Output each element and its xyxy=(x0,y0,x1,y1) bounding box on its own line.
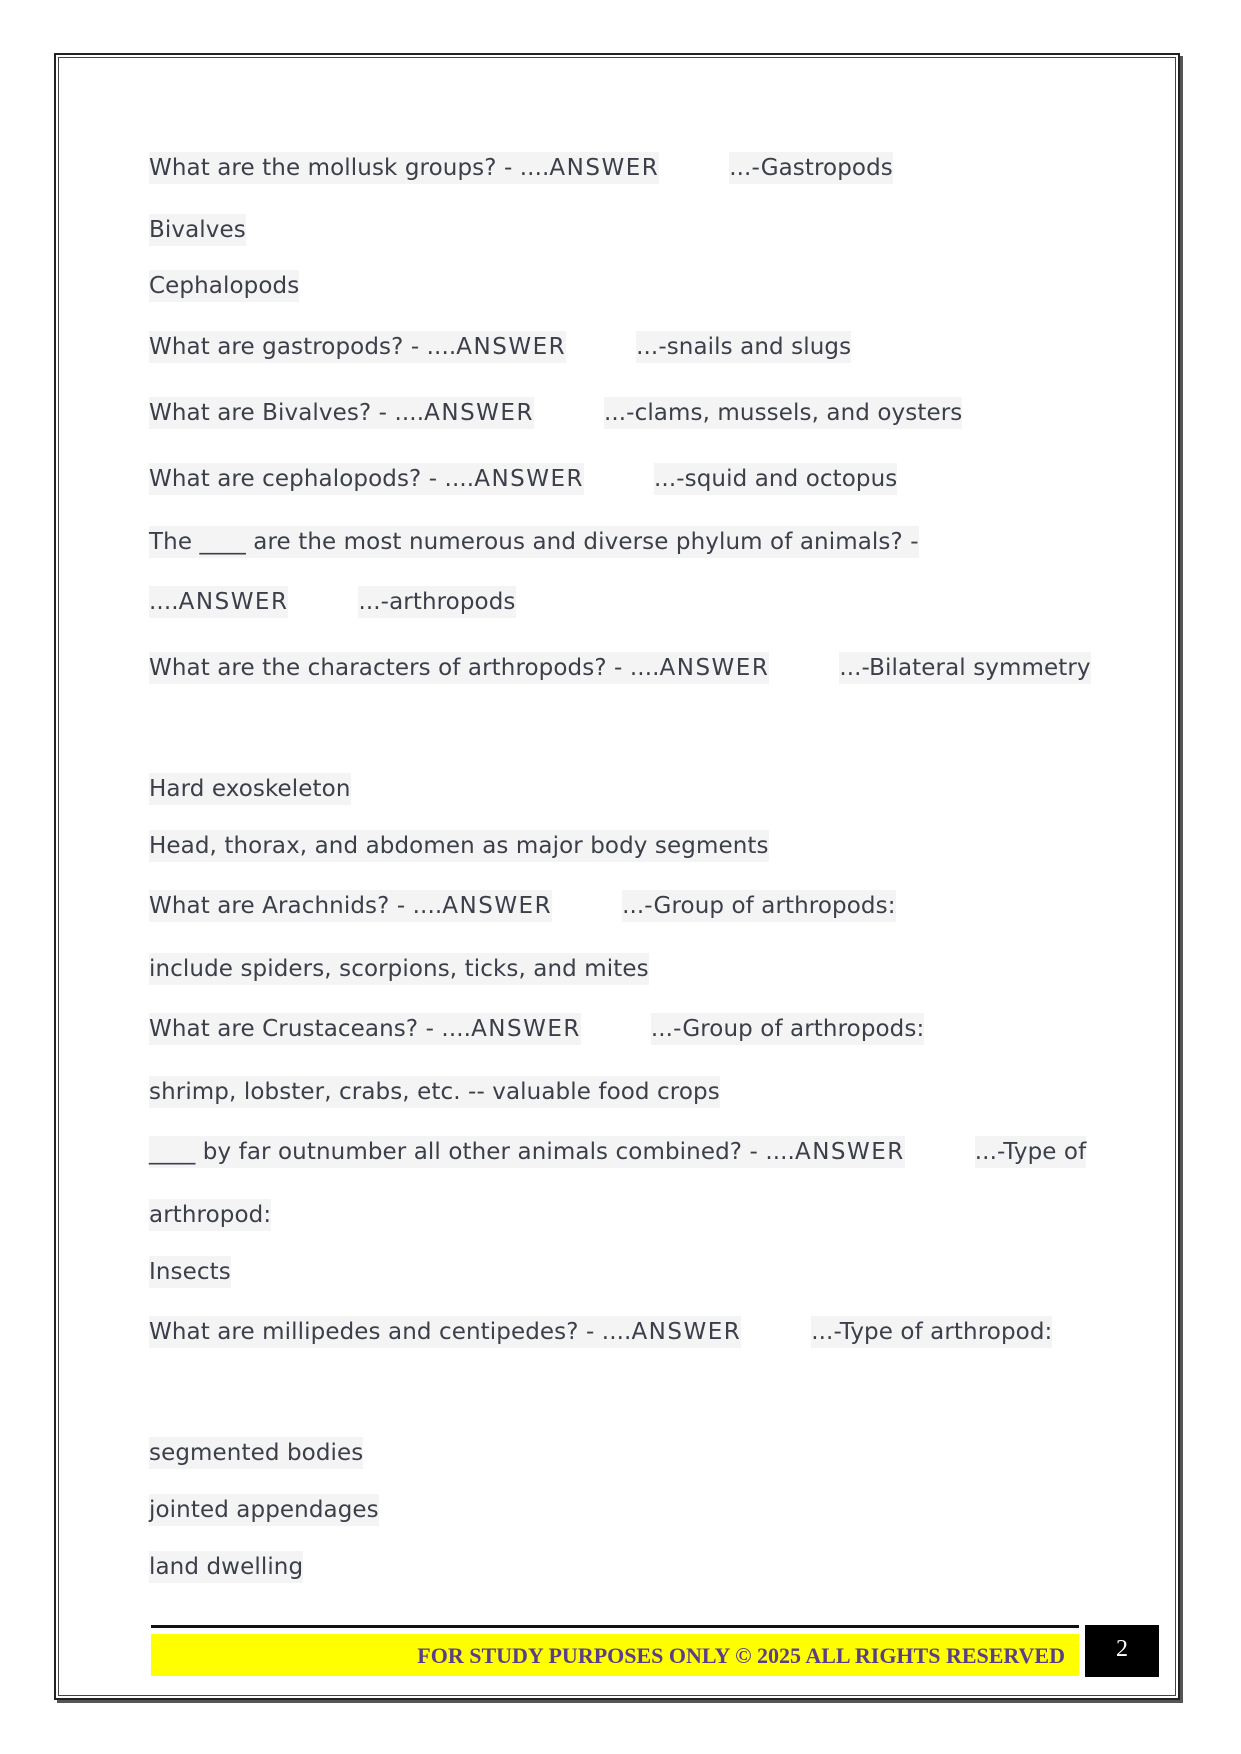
qa-line: ....ANSWER ...-arthropods xyxy=(149,586,516,618)
text-line: Bivalves xyxy=(149,214,246,246)
text-line: The ____ are the most numerous and diverse phylum of animals? - xyxy=(149,526,919,558)
qa-line: What are the mollusk groups? - ....ANSWER ...-Gastropods xyxy=(149,152,893,184)
qa-line: What are Crustaceans? - ....ANSWER ...-Group of arthropods: xyxy=(149,1013,924,1045)
text-line: shrimp, lobster, crabs, etc. -- valuable food crops xyxy=(149,1076,720,1108)
text-line: Head, thorax, and abdomen as major body segments xyxy=(149,830,769,862)
text-line: Insects xyxy=(149,1256,231,1288)
qa-line: ____ by far outnumber all other animals combined? - ....ANSWER ...-Type of xyxy=(149,1136,1086,1168)
qa-line: What are cephalopods? - ....ANSWER ...-squid and octopus xyxy=(149,463,897,495)
text-line: Cephalopods xyxy=(149,270,299,302)
text-line: jointed appendages xyxy=(149,1494,379,1526)
text-line: segmented bodies xyxy=(149,1437,363,1469)
text-line: include spiders, scorpions, ticks, and mites xyxy=(149,953,649,985)
qa-line: What are gastropods? - ....ANSWER ...-snails and slugs xyxy=(149,331,851,363)
text-line: Hard exoskeleton xyxy=(149,773,351,805)
footer-notice: FOR STUDY PURPOSES ONLY © 2025 ALL RIGHTS RESERVED xyxy=(151,1634,1079,1676)
text-line: land dwelling xyxy=(149,1551,303,1583)
qa-line: What are the characters of arthropods? - ....ANSWER ...-Bilateral symmetry xyxy=(149,652,1091,684)
qa-line: What are Arachnids? - ....ANSWER ...-Group of arthropods: xyxy=(149,890,896,922)
footer-divider xyxy=(151,1625,1079,1628)
text-line: arthropod: xyxy=(149,1199,271,1231)
page-number: 2 xyxy=(1085,1625,1159,1677)
qa-line: What are millipedes and centipedes? - ....ANSWER ...-Type of arthropod: xyxy=(149,1316,1052,1348)
qa-line: What are Bivalves? - ....ANSWER ...-clams, mussels, and oysters xyxy=(149,397,962,429)
